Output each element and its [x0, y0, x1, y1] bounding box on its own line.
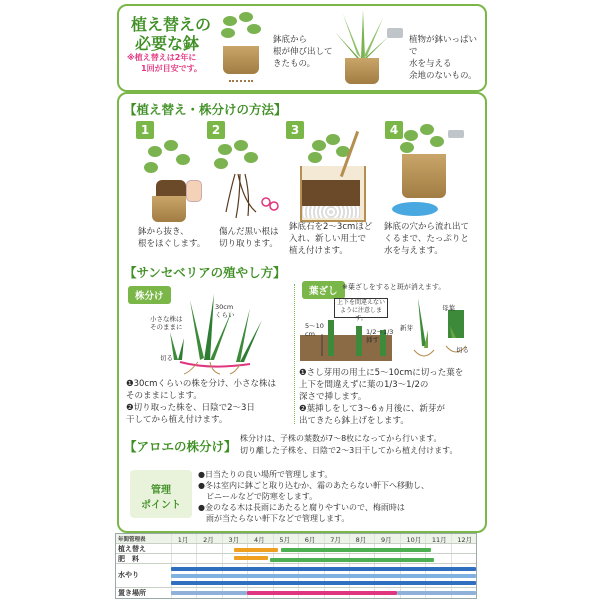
top-caption2: 植物が鉢いっぱいで 水を与える 余地のないもの。: [409, 35, 478, 81]
calendar-month: 4月: [253, 536, 265, 544]
root-bound-pot-illustration: [217, 10, 267, 86]
top-note-line1: ※植え替えは2年に: [127, 53, 197, 62]
step-4-number: 4: [385, 121, 403, 139]
calendar-row-fertilizer: 肥 料: [118, 555, 139, 563]
method-header: 【植え替え・株分けの方法】: [124, 102, 287, 117]
leaf-cutting-note: ※葉ざしをすると斑が消えます。: [342, 283, 446, 291]
cutting-label-ratio: 1/2～1/3 挿す: [366, 328, 394, 344]
calendar-month: 9月: [381, 536, 392, 544]
step-2-number: 2: [207, 121, 225, 139]
calendar-month: 2月: [203, 536, 214, 544]
division-label-30cm: 30cm くらい: [215, 303, 235, 319]
step-2-text: 傷んだ黒い根は 切り取ります。: [219, 227, 279, 249]
calendar-month: 8月: [355, 536, 367, 544]
calendar-corner: 年間管理表: [118, 537, 146, 543]
place-bar-outdoor: [247, 591, 397, 595]
care-item: ●日当たりの良い場所で管理します。: [198, 470, 333, 479]
top-caption1: 鉢底から 根が伸び出して きたもの。: [273, 35, 333, 69]
sansevieria-header: 【サンセベリアの殖やし方】: [124, 265, 286, 280]
calendar-month: 3月: [228, 536, 240, 544]
calendar-month: 10月: [406, 536, 422, 544]
division-text1: ❶30cmくらいの株を分け、小さな株は そのままにします。: [126, 379, 277, 401]
division-text2: ❷切り取った株を、日陰で2～3日 干してから植え付けます。: [126, 403, 255, 425]
cutting-label-mother: 母葉: [442, 304, 455, 312]
care-item: ●金のなる木は長雨にあたると腐りやすいので、梅雨時は: [198, 503, 405, 512]
aloe-header: 【アロエの株分け】: [124, 439, 237, 454]
fertilizer-bar-2: [270, 558, 434, 562]
calendar-month: 11月: [431, 536, 447, 544]
division-label-small: 小さな株は そのままに: [150, 315, 183, 331]
overgrown-aloe-illustration: [333, 10, 389, 86]
care-item: 雨が当たらない軒下などで管理します。: [198, 514, 350, 523]
step-3-text: 鉢底石を2～3cmほど 入れ、新しい用土で 植え付けます。: [289, 222, 373, 256]
leaf-cutting-pill: 葉ざし: [302, 281, 345, 299]
water-bar-1: [171, 567, 476, 571]
aloe-text: 株分けは、子株の葉数が7～8枚になってから行います。 切り離した子株を、日陰で2～3日干してから植え付けます。: [240, 434, 458, 455]
repotting-needed-box: [117, 4, 487, 92]
repot-bar-aloe: [234, 548, 278, 552]
care-item: ●冬は室内に鉢ごと取り込むか、霜のあたらない軒下へ移動し、: [198, 481, 429, 490]
step-4-text: 鉢底の穴から流れ出て くるまで、たっぷりと 水を与えます。: [384, 222, 470, 256]
step-1-number: 1: [136, 121, 154, 139]
place-bar-indoor-2: [397, 591, 476, 595]
calendar-row-repot: 植え替え: [118, 545, 146, 553]
step-1-text: 鉢から抜き、 根をほぐします。: [138, 227, 206, 249]
care-points-list: [198, 469, 429, 524]
step-3-illustration: [290, 130, 374, 222]
annual-care-calendar: [115, 533, 477, 599]
step-2-illustration: [210, 140, 280, 224]
top-title-line2: 必要な鉢: [135, 34, 200, 53]
step-4-illustration: [388, 124, 472, 224]
cutting-label-5-10: 5～10 cm: [305, 322, 324, 338]
water-bar-3: [171, 581, 476, 585]
step-1-illustration: [138, 140, 208, 224]
repot-bar-sansevieria: [281, 548, 431, 552]
watering-can-icon: [387, 28, 403, 38]
place-bar-indoor-1: [171, 591, 247, 595]
top-note-line2: 1回が目安です。: [141, 64, 202, 73]
cutting-text1: ❶さし芽用の用土に5～10cmに切った葉を 上下を間違えずに葉の1/3～1/2の 深さで挿します。: [299, 368, 464, 402]
fertilizer-bar-1: [234, 556, 268, 560]
water-bar-2: [171, 574, 476, 578]
care-label-badge: 管理 ポイント: [130, 470, 192, 518]
care-item: ビニールなどで防寒をします。: [198, 492, 318, 501]
division-pill: 株分け: [128, 286, 171, 304]
cutting-text2: ❷葉挿しをして3～6ヵ月後に、新芽が 出てきたら鉢上げをします。: [299, 404, 445, 426]
calendar-month: 5月: [279, 536, 291, 544]
calendar-month: 7月: [330, 536, 341, 544]
calendar-month: 12月: [457, 536, 473, 544]
cutting-label-new: 新芽: [400, 324, 413, 332]
top-title-line1: 植え替えの: [131, 15, 212, 34]
updown-warning-box: 上下を間違えない ように注意します。: [334, 298, 388, 318]
step-3-number: 3: [286, 121, 304, 139]
calendar-row-place: 置き場所: [118, 589, 146, 597]
division-label-cut: 切る: [160, 354, 173, 362]
calendar-month: 6月: [304, 536, 316, 544]
cutting-label-cut: 切る: [456, 346, 469, 354]
calendar-month: 1月: [177, 536, 189, 544]
calendar-row-water: 水やり: [118, 571, 139, 579]
